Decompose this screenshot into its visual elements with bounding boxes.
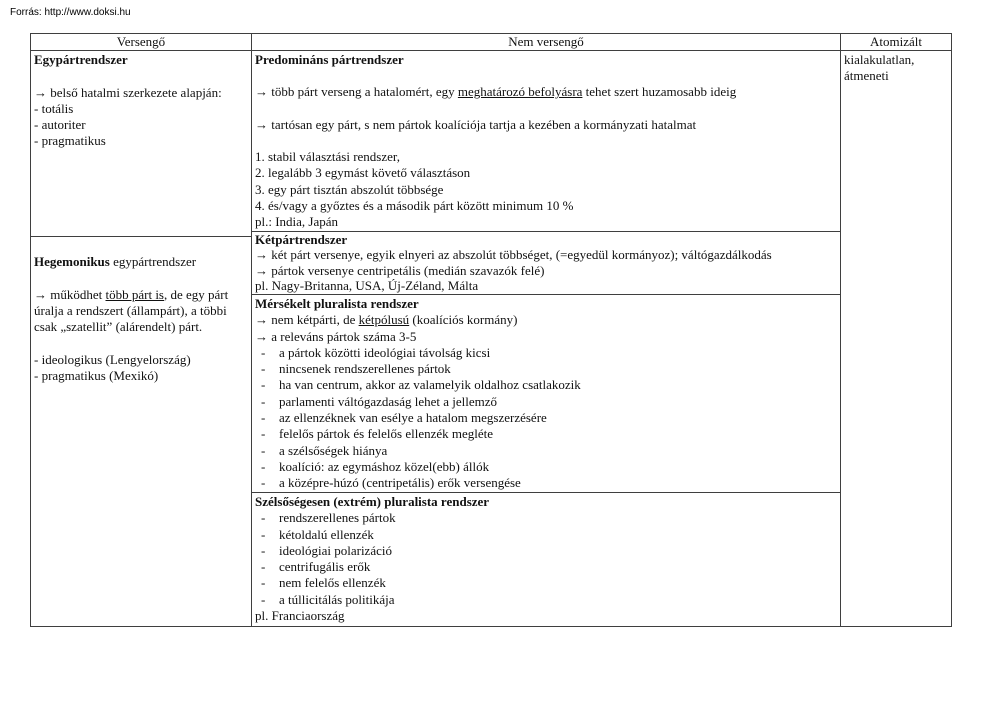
text-line <box>844 68 947 84</box>
text-line <box>261 377 836 393</box>
cell-hegemonikus <box>31 237 251 626</box>
text-segment: kétpólusú <box>358 312 410 328</box>
text-segment: meghatározó befolyásra <box>457 84 583 100</box>
text-segment: a pártok közötti ideológiai távolság kicsi <box>279 344 491 360</box>
text-line <box>255 117 836 133</box>
text-segment: ha van centrum, akkor az valamelyik oldalhoz csatlakozik <box>279 377 581 393</box>
cell-egypartrendszer <box>31 51 251 237</box>
list-dash: - <box>261 410 266 426</box>
text-segment: → két párt versenye, egyik elnyeri az abszolút többséget, (=egyedül kormányoz); váltógazdálkodás <box>255 247 772 263</box>
text-segment: koalíció: az egymáshoz közel(ebb) állók <box>279 458 490 474</box>
text-segment: átmeneti <box>844 68 889 84</box>
text-line <box>255 312 836 328</box>
column-versengo <box>31 51 252 626</box>
text-line <box>255 263 836 278</box>
text-segment: pl. Franciaország <box>255 608 345 624</box>
list-dash: - <box>261 377 266 393</box>
text-line <box>261 475 836 491</box>
text-line <box>261 410 836 426</box>
text-segment: Mérsékelt pluralista rendszer <box>255 296 419 311</box>
text-line <box>34 287 247 303</box>
text-line <box>255 214 836 230</box>
text-segment: Egypártrendszer <box>34 52 128 67</box>
text-line <box>255 149 836 165</box>
text-segment: → a releváns pártok száma 3-5 <box>255 328 417 344</box>
table-header-row <box>31 34 951 51</box>
list-dash: - <box>261 393 266 409</box>
text-segment: - pragmatikus (Mexikó) <box>34 368 159 384</box>
text-line <box>255 232 836 247</box>
text-segment: nincsenek rendszerellenes pártok <box>279 361 451 377</box>
text-segment: felelős pártok és felelős ellenzék megléte <box>279 426 494 442</box>
text-line <box>34 117 247 133</box>
text-segment: tehet szert huzamosabb ideig <box>582 84 737 100</box>
text-line <box>255 608 836 624</box>
text-segment: csak „szatellit” (alárendelt) párt. <box>34 319 203 335</box>
list-dash: - <box>261 458 266 474</box>
text-line <box>255 68 836 84</box>
list-dash: - <box>261 559 266 575</box>
text-segment: → több párt verseng a hatalomért, egy <box>255 84 458 100</box>
text-line <box>261 394 836 410</box>
text-segment: Hegemonikus <box>34 254 110 270</box>
text-segment: → pártok versenye centripetális (medián szavazók felé) <box>255 262 545 278</box>
text-line <box>34 101 247 117</box>
header-versengo: Versengő <box>31 34 252 51</box>
list-dash: - <box>261 591 266 607</box>
text-segment: a túllicitálás politikája <box>279 591 395 607</box>
text-segment: több párt is <box>105 286 164 302</box>
text-segment: → belső hatalmi szerkezete alapján: <box>34 84 222 100</box>
text-segment: - autoriter <box>34 117 86 133</box>
source-url-text: Forrás: http://www.doksi.hu <box>10 7 131 18</box>
text-segment: az ellenzéknek van esélye a hatalom megszerzésére <box>279 410 547 426</box>
text-line <box>34 238 247 254</box>
list-dash: - <box>261 344 266 360</box>
text-segment: nem felelős ellenzék <box>279 575 386 591</box>
text-segment: a középre-húzó (centripetális) erők versengése <box>279 475 521 491</box>
text-segment: centrifugális erők <box>279 559 371 575</box>
text-line <box>844 52 947 68</box>
list-dash: - <box>261 510 266 526</box>
text-segment: pl. Nagy-Britanna, USA, Új-Zéland, Málta <box>255 278 479 294</box>
text-line <box>34 52 247 68</box>
text-line <box>34 319 247 335</box>
text-line <box>255 329 836 345</box>
text-segment: , de egy párt <box>164 286 229 302</box>
text-line <box>255 165 836 181</box>
text-line <box>255 84 836 100</box>
list-dash: - <box>261 361 266 377</box>
text-line <box>255 198 836 214</box>
text-line <box>261 426 836 442</box>
cell-szelsoseges-pluralista <box>252 493 840 626</box>
header-atomizalt: Atomizált <box>841 34 951 51</box>
column-nem-versengo <box>252 51 841 626</box>
text-line <box>34 133 247 149</box>
text-segment: 2. legalább 3 egymást követő választáson <box>255 165 471 181</box>
text-segment: Predomináns pártrendszer <box>255 52 404 67</box>
text-segment: a szélsőségek hiánya <box>279 442 388 458</box>
text-segment: 4. és/vagy a győztes és a második párt között minimum 10 % <box>255 197 574 213</box>
text-segment: rendszerellenes pártok <box>279 510 396 526</box>
text-segment: parlamenti váltógazdaság lehet a jellemző <box>279 393 498 409</box>
text-segment: - totális <box>34 100 74 116</box>
text-segment: 1. stabil választási rendszer, <box>255 149 400 165</box>
cell-atomizalt-content <box>841 51 951 626</box>
text-line <box>255 52 836 68</box>
text-segment: → tartósan egy párt, s nem pártok koalíciója tartja a kezében a kormányzati hatalmat <box>255 116 697 132</box>
text-line <box>261 575 836 591</box>
text-line <box>261 345 836 361</box>
text-line <box>255 296 836 312</box>
text-segment: pl.: India, Japán <box>255 214 339 230</box>
text-line <box>261 527 836 543</box>
text-line <box>34 352 247 368</box>
text-segment: ideológiai polarizáció <box>279 542 392 558</box>
text-segment: úralja a rendszert (állampárt), a többi <box>34 303 227 319</box>
text-line <box>255 278 836 293</box>
list-dash: - <box>261 542 266 558</box>
party-systems-table <box>30 33 952 627</box>
text-line <box>255 247 836 262</box>
text-line <box>261 592 836 608</box>
text-segment: - ideologikus (Lengyelország) <box>34 352 191 368</box>
text-line <box>255 101 836 117</box>
cell-ketpartrendszer <box>252 232 840 295</box>
text-line <box>255 494 836 510</box>
text-segment: kétoldalú ellenzék <box>279 526 374 542</box>
text-line <box>34 303 247 319</box>
list-dash: - <box>261 526 266 542</box>
text-line <box>261 443 836 459</box>
text-line <box>261 543 836 559</box>
text-segment: (koalíciós kormány) <box>409 312 518 328</box>
list-dash: - <box>261 475 266 491</box>
text-line <box>255 133 836 149</box>
header-nem-versengo: Nem versengő <box>252 34 841 51</box>
text-segment: egypártrendszer <box>109 254 197 270</box>
text-segment: → működhet <box>34 286 106 302</box>
table-body <box>31 51 951 626</box>
text-line <box>34 85 247 101</box>
text-line <box>34 254 247 270</box>
cell-predominans <box>252 51 840 232</box>
list-dash: - <box>261 426 266 442</box>
text-line <box>261 559 836 575</box>
text-segment: - pragmatikus <box>34 133 106 149</box>
text-segment: → nem kétpárti, de <box>255 312 359 328</box>
text-line <box>34 368 247 384</box>
text-segment: Szélsőségesen (extrém) pluralista rendszer <box>255 494 490 509</box>
list-dash: - <box>261 442 266 458</box>
text-line <box>34 68 247 84</box>
text-line <box>261 510 836 526</box>
text-line <box>261 459 836 475</box>
cell-mersekelt-pluralista <box>252 295 840 493</box>
text-segment: 3. egy párt tisztán abszolút többsége <box>255 181 444 197</box>
text-segment: Kétpártrendszer <box>255 232 348 247</box>
text-line <box>34 271 247 287</box>
text-line <box>34 336 247 352</box>
column-atomizalt <box>841 51 951 626</box>
text-segment: kialakulatlan, <box>844 52 915 67</box>
list-dash: - <box>261 575 266 591</box>
text-line <box>255 182 836 198</box>
text-line <box>261 361 836 377</box>
